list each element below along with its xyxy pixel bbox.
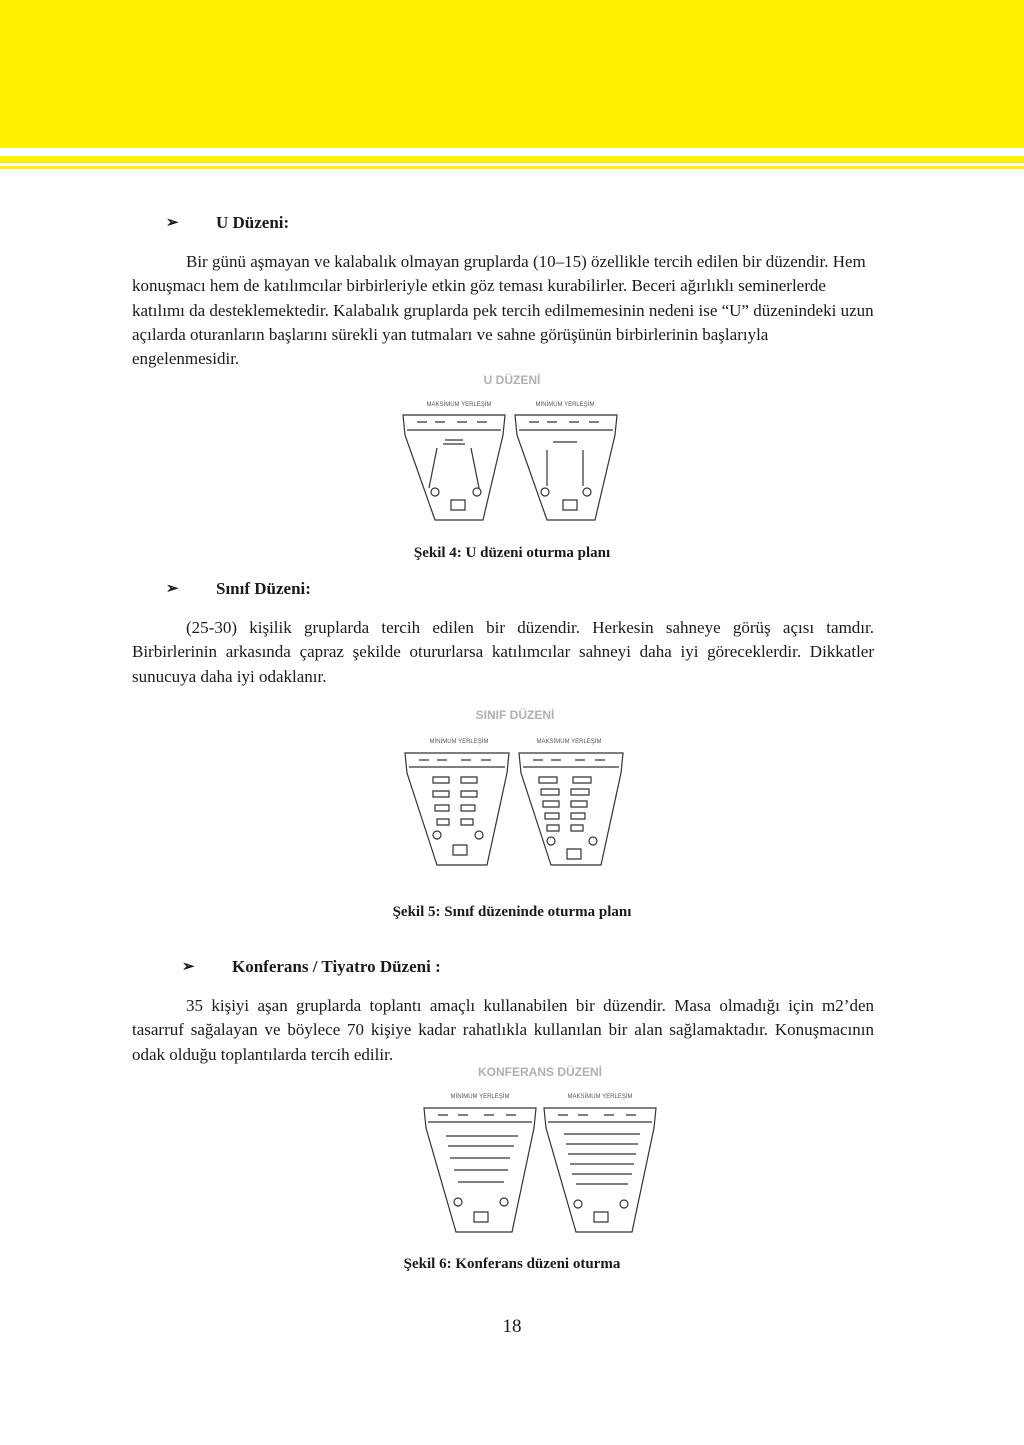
arrowhead-bullet-icon: ➢ [166, 215, 179, 231]
figure-label-left: MİNİMUM YERLEŞİM [450, 1094, 510, 1100]
figure-label-left: MAKSİMUM YERLEŞİM [426, 402, 492, 408]
u-seating-diagram [395, 370, 629, 532]
header-stripe-thin [0, 166, 1024, 169]
konferans-seating-diagram [418, 1062, 662, 1242]
sinif-seating-diagram [397, 705, 633, 877]
figure-u-seating-plan [395, 370, 629, 532]
figure-label-right: MAKSİMUM YERLEŞİM [567, 1094, 633, 1100]
figure-konferans-seating-plan [418, 1062, 662, 1242]
figure-caption: Şekil 5: Sınıf düzeninde oturma planı [392, 904, 632, 920]
section-heading-sinif-duzeni [166, 579, 311, 599]
page-number: 18 [502, 1316, 522, 1337]
figure-title: U DÜZENİ [483, 373, 541, 387]
figure-caption: Şekil 6: Konferans düzeni oturma [403, 1256, 621, 1272]
figure-title: KONFERANS DÜZENİ [477, 1065, 603, 1079]
figure-label-left: MİNİMUM YERLEŞİM [429, 739, 489, 745]
heading-text: Sınıf Düzeni: [216, 579, 311, 598]
section-heading-konferans-duzeni [182, 957, 441, 977]
heading-text: Konferans / Tiyatro Düzeni : [232, 957, 441, 976]
figure-caption: Şekil 4: U düzeni oturma planı [413, 545, 611, 561]
section-heading-u-duzeni [166, 213, 289, 233]
heading-text: U Düzeni: [216, 213, 290, 232]
header-banner [0, 0, 1024, 148]
header-stripe [0, 156, 1024, 163]
figure-title: SINIF DÜZENİ [475, 708, 555, 722]
paragraph-u-duzeni: Bir günü aşmayan ve kalabalık olmayan gruplarda (10–15) özellikle tercih edilen bir düzendir. Hem konuşmacı hem de katılımcılar birbirleriyle etkin göz teması kurabilirler. Beceri ağırlıklı seminerlerde katılımı da desteklemektedir. Kalabalık gruplarda pek tercih edilmemesinin nedeni ise “U” düzenindeki uzun açılarda oturanların başlarını sürekli yan tutmaları ve sahne görüşünün birbirlerinin başlarıyla engelenmesidir. [132, 252, 874, 369]
figure-label-right: MİNİMUM YERLEŞİM [535, 402, 595, 408]
paragraph-sinif-duzeni: (25-30) kişilik gruplarda tercih edilen bir düzendir. Herkesin sahneye görüş açısı tamdır. Birbirlerinin arkasında çapraz şekilde otururlarsa katılımcılar sahneyi daha iyi göreceklerdir. Dikkatler sunucuya daha iyi odaklanır. [132, 618, 874, 686]
figure-sinif-seating-plan [397, 705, 633, 877]
paragraph-konferans-duzeni: 35 kişiyi aşan gruplarda toplantı amaçlı kullanabilen bir düzendir. Masa olmadığı için m2’den tasarruf sağalayan ve böylece 70 kişiye kadar rahatlıkla kullanılan bir alan sağlamaktadır. Konuşmacının odak olduğu toplantılarda tercih edilir. [132, 996, 874, 1064]
arrowhead-bullet-icon: ➢ [166, 581, 179, 597]
arrowhead-bullet-icon: ➢ [182, 959, 195, 975]
figure-label-right: MAKSİMUM YERLEŞİM [536, 739, 602, 745]
